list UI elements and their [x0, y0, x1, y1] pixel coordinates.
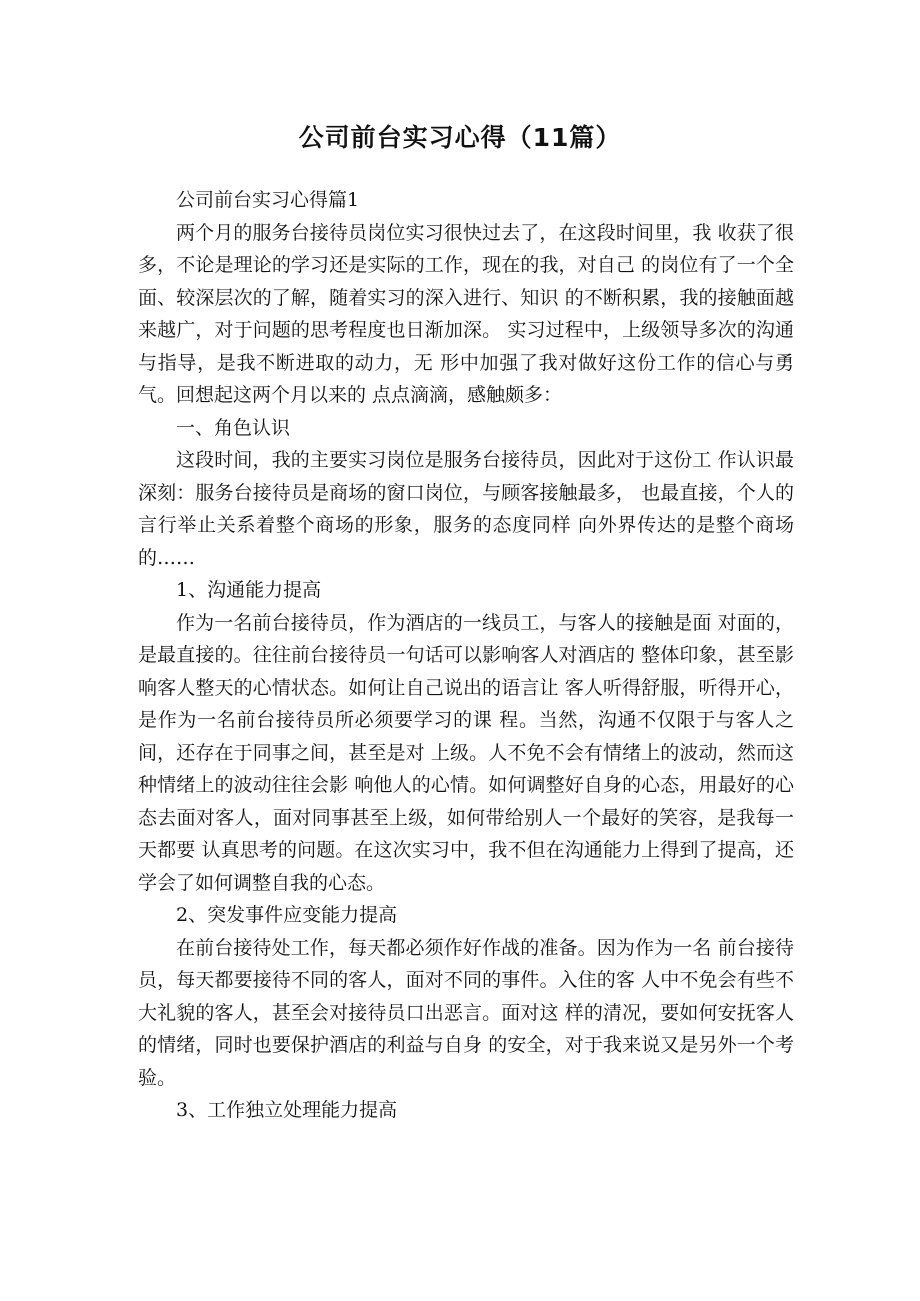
body-paragraph: 这段时间，我的主要实习岗位是服务台接待员，因此对于这份工 作认识最深刻：服务台接待员是商场的窗口岗位，与顾客接触最多， 也最直接，个人的言行举止关系着整个商场的形象，服务的态度同样 向外界传达的是整个商场的…… [138, 449, 794, 569]
section-heading: 公司前台实习心得篇1 [176, 189, 360, 211]
body-paragraph: 两个月的服务台接待员岗位实习很快过去了，在这段时间里，我 收获了很多，不论是理论的学习还是实际的工作，现在的我，对自己 的岗位有了一个全面、较深层次的了解，随着实习的深入进行、知识 的不断积累，我的接触面越来越广，对于问题的思考程度也日渐加深。 实习过程中，上级领导多次的沟通与指导，是我不断进取的动力，无 形中加强了我对做好这份工作的信心与勇气。回想起这两个月以来的 点点滴滴，感触颇多： [138, 221, 794, 406]
body-paragraph: 在前台接待处工作，每天都必须作好作战的准备。因为作为一名 前台接待员，每天都要接待不同的客人，面对不同的事件。入住的客 人中不免会有些不大礼貌的客人，甚至会对接待员口出恶言。面对这 样的清况，要如何安抚客人的情绪，同时也要保护酒店的利益与自身 的安全，对于我来说又是另外一个考验。 [138, 936, 794, 1089]
section-heading: 1、沟通能力提高 [176, 579, 322, 601]
section-heading: 2、突发事件应变能力提高 [176, 904, 398, 926]
section-heading: 一、角色认识 [176, 416, 291, 439]
document-body [138, 184, 794, 1127]
body-paragraph: 作为一名前台接待员，作为酒店的一线员工，与客人的接触是面 对面的，是最直接的。往往前台接待员一句话可以影响客人对酒店的 整体印象，甚至影响客人整天的心情状态。如何让自己说出的语言让 客人听得舒服，听得开心，是作为一名前台接待员所必须要学习的课 程。当然，沟通不仅限于与客人之间，还存在于同事之间，甚至是对 上级。人不免不会有情绪上的波动，然而这种情绪上的波动往往会影 响他人的心情。如何调整好自身的心态，用最好的心态去面对客人，面对同事甚至上级，如何带给别人一个最好的笑容，是我每一天都要 认真思考的问题。在这次实习中，我不但在沟通能力上得到了提高，还学会了如何调整自我的心态。 [138, 611, 794, 894]
section-heading: 3、工作独立处理能力提高 [176, 1099, 398, 1121]
document-title: 公司前台实习心得（11篇） [298, 123, 622, 152]
